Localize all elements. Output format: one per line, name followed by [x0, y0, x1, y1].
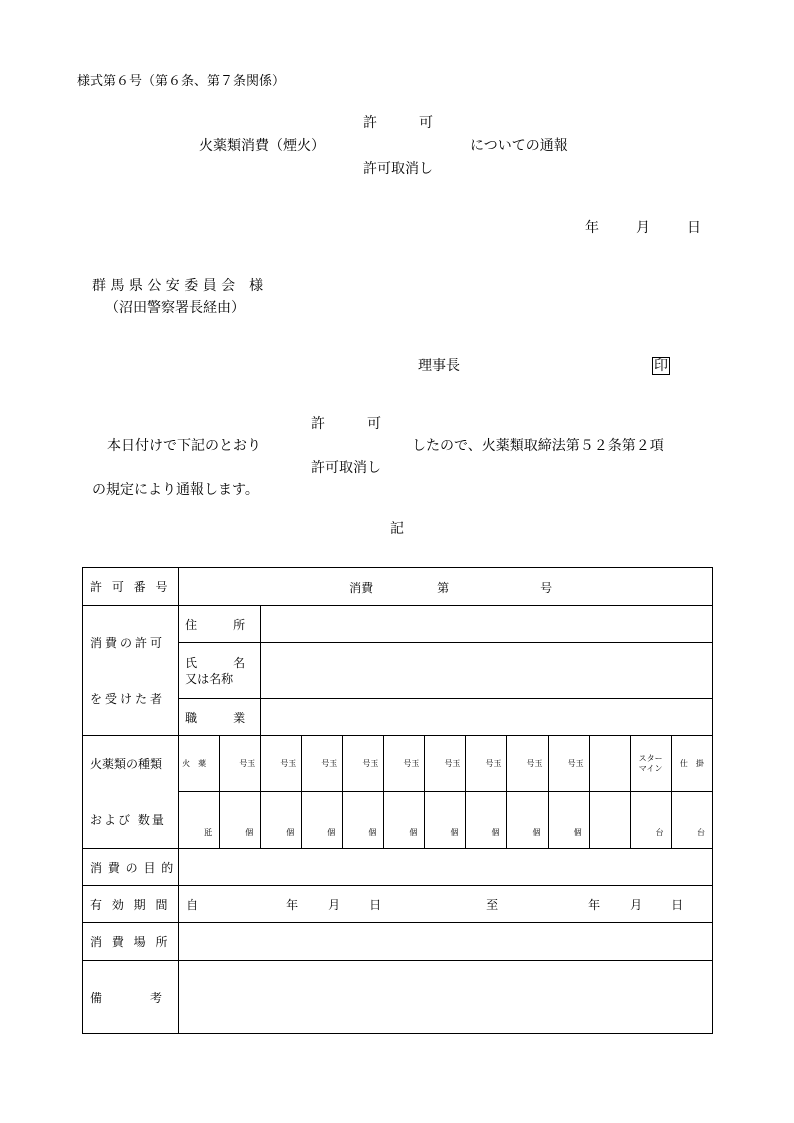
title-option-revoke: 許可取消し: [363, 161, 433, 177]
firework-quantity-cell[interactable]: [507, 792, 548, 849]
firework-type-cell[interactable]: [548, 736, 589, 792]
firework-type-label: スター マイン: [638, 753, 663, 773]
period-to-year: 年: [588, 898, 601, 912]
firework-quantity-cell[interactable]: [630, 792, 671, 849]
row-place: [83, 923, 713, 961]
firework-quantity-cell[interactable]: [302, 792, 343, 849]
firework-type-cell[interactable]: [179, 736, 220, 792]
firework-unit-label: 個: [573, 828, 582, 837]
firework-unit-label: 台: [655, 828, 664, 837]
firework-unit-label: 個: [286, 828, 295, 837]
firework-type-label: 火 薬: [182, 758, 207, 768]
firework-unit-label: 個: [327, 828, 336, 837]
place-field[interactable]: [179, 923, 713, 961]
remarks-field[interactable]: [179, 961, 713, 1034]
addressee: 群 馬 県 公 安 委 員 会 様: [92, 278, 264, 294]
fireworks-label-top: 火薬類の種類: [90, 757, 163, 771]
name-label-bottom: 又は名称: [185, 671, 234, 686]
permit-number-label: 許 可 番 号: [83, 568, 179, 606]
name-label: [179, 643, 261, 699]
name-field[interactable]: [261, 643, 713, 699]
body-line2: の規定により通報します。: [92, 482, 259, 498]
address-field[interactable]: [261, 606, 713, 643]
body-option-revoke: 許可取消し: [311, 460, 381, 476]
seal-text: 印: [654, 358, 668, 374]
firework-type-cell[interactable]: [589, 736, 630, 792]
firework-quantity-cell[interactable]: [425, 792, 466, 849]
fireworks-label: [83, 736, 179, 849]
date-year: 年: [585, 220, 599, 236]
title-option-permit: 許 可: [363, 115, 433, 131]
remarks-label: 備 考: [83, 961, 179, 1034]
firework-unit-label: 個: [368, 828, 377, 837]
address-label: 住 所: [179, 606, 261, 643]
period-to-month: 月: [630, 898, 643, 912]
firework-unit-label: 台: [697, 828, 705, 837]
period-from-month: 月: [328, 898, 341, 912]
permittee-label-bottom: を受けた者: [90, 691, 166, 706]
body-option-permit: 許 可: [311, 416, 381, 432]
sender-title: 理事長: [418, 358, 460, 374]
via-police: （沼田警察署長経由）: [105, 300, 245, 316]
row-purpose: [83, 849, 713, 886]
row-address: [83, 606, 713, 643]
form-number: 様式第６号（第６条、第７条関係）: [77, 74, 286, 89]
firework-type-cell[interactable]: [343, 736, 384, 792]
body-line1-suffix: したので、火薬類取締法第５２条第２項: [412, 438, 664, 454]
firework-type-cell[interactable]: [261, 736, 302, 792]
firework-type-cell[interactable]: [384, 736, 425, 792]
firework-type-label: 号玉: [485, 758, 502, 768]
firework-unit-label: 瓩: [204, 828, 213, 837]
firework-quantity-cell[interactable]: [384, 792, 425, 849]
period-from-year: 年: [286, 898, 299, 912]
date-day: 日: [687, 220, 701, 236]
permittee-label: [83, 606, 179, 736]
period-to-day: 日: [671, 898, 684, 912]
place-label: 消 費 場 所: [83, 923, 179, 961]
firework-type-cell[interactable]: [220, 736, 261, 792]
date-month: 月: [636, 220, 650, 236]
firework-quantity-cell[interactable]: [548, 792, 589, 849]
ki-heading: 記: [390, 521, 404, 537]
firework-unit-label: 個: [245, 828, 254, 837]
firework-quantity-cell[interactable]: [466, 792, 507, 849]
notification-table: [82, 567, 713, 1034]
firework-type-cell[interactable]: [507, 736, 548, 792]
firework-type-label: 号玉: [526, 758, 543, 768]
firework-type-label: 号玉: [280, 758, 297, 768]
firework-type-cell[interactable]: [630, 736, 671, 792]
permit-number-field[interactable]: [179, 568, 713, 606]
row-permit-number: [83, 568, 713, 606]
seal-mark: [652, 358, 670, 374]
row-firework-types: [83, 736, 713, 792]
consume-text: 消費: [349, 580, 374, 595]
period-label: 有 効 期 間: [83, 886, 179, 923]
firework-type-label: 号玉: [321, 758, 338, 768]
firework-unit-label: 個: [409, 828, 418, 837]
firework-quantity-cell[interactable]: [261, 792, 302, 849]
firework-type-label: 号玉: [403, 758, 420, 768]
firework-type-label: 号玉: [444, 758, 461, 768]
fireworks-label-bottom: および 数量: [90, 813, 166, 827]
permittee-label-top: 消費の許可: [90, 635, 166, 650]
purpose-label: 消 費 の 目 的: [83, 849, 179, 886]
go-text: 号: [540, 580, 553, 595]
period-field[interactable]: [179, 886, 713, 923]
purpose-field[interactable]: [179, 849, 713, 886]
dai-text: 第: [437, 580, 450, 595]
occupation-field[interactable]: [261, 699, 713, 736]
firework-unit-label: 個: [491, 828, 500, 837]
title-suffix: についての通報: [470, 138, 568, 154]
firework-type-cell[interactable]: [302, 736, 343, 792]
period-from-day: 日: [369, 898, 382, 912]
occupation-label: 職 業: [179, 699, 261, 736]
name-label-top: 氏 名: [185, 655, 246, 670]
firework-type-cell[interactable]: [671, 736, 712, 792]
firework-type-cell[interactable]: [425, 736, 466, 792]
body-line1-prefix: 本日付けで下記のとおり: [107, 438, 261, 454]
firework-quantity-cell[interactable]: [589, 792, 630, 849]
firework-quantity-cell[interactable]: [671, 792, 712, 849]
firework-type-label: 号玉: [567, 758, 584, 768]
firework-type-label: 仕 掛: [679, 758, 704, 768]
row-period: [83, 886, 713, 923]
firework-quantity-cell[interactable]: [220, 792, 261, 849]
firework-unit-label: 個: [532, 828, 541, 837]
row-remarks: [83, 961, 713, 1034]
period-to: 至: [486, 898, 499, 912]
firework-quantity-cell[interactable]: [343, 792, 384, 849]
firework-unit-label: 個: [450, 828, 459, 837]
firework-type-label: 号玉: [362, 758, 379, 768]
firework-type-cell[interactable]: [466, 736, 507, 792]
title-prefix: 火薬類消費（煙火）: [199, 138, 325, 154]
period-from: 自: [186, 898, 199, 912]
firework-type-label: 号玉: [239, 758, 256, 768]
firework-quantity-cell[interactable]: [179, 792, 220, 849]
